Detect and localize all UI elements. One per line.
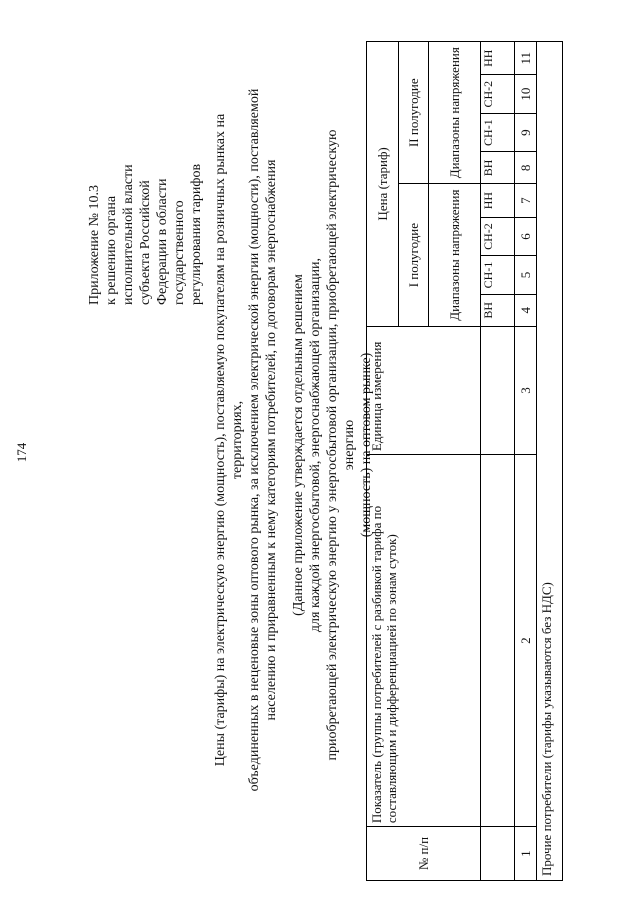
section-row-other-consumers: Прочие потребители (тарифы указываются без НДС)	[537, 42, 563, 881]
appendix-line: Федерации в области	[155, 178, 170, 305]
header-half2: II полугодие	[399, 42, 429, 184]
appendix-line: Приложение № 10.3	[87, 185, 102, 305]
page-number: 174	[14, 442, 29, 463]
column-number: 1	[515, 827, 537, 881]
column-number: 4	[515, 294, 537, 326]
title-line: объединенных в неценовые зоны оптового рынка, за исключением электрической энергии (мощности), поставляемой	[247, 88, 262, 792]
column-number: 3	[515, 326, 537, 454]
column-number: 11	[515, 42, 537, 75]
column-number: 6	[515, 217, 537, 255]
voltage-sn2: СН-2	[481, 217, 515, 255]
voltage-sn1: СН-1	[481, 256, 515, 294]
document-note	[290, 125, 375, 765]
column-number: 10	[515, 75, 537, 113]
column-number: 5	[515, 256, 537, 294]
title-line: Цены (тарифы) на электрическую энергию (мощность), поставляемую покупателям на розничных рынках на территориях,	[213, 113, 245, 767]
note-line: (мощность) на оптовом рынке)	[359, 352, 374, 538]
appendix-line: государственного	[172, 200, 187, 305]
column-number: 8	[515, 152, 537, 184]
empty-cell	[481, 326, 515, 454]
header-voltage-ranges-half1: Диапазоны напряжения	[429, 184, 481, 326]
voltage-nn: НН	[481, 184, 515, 217]
appendix-line: субъекта Российской	[138, 180, 153, 305]
column-number: 7	[515, 184, 537, 217]
note-line: приобретающей электрическую энергию у энергосбытовой организации, приобретающей электрическую энергию	[325, 129, 357, 761]
voltage-sn1: СН-1	[481, 113, 515, 151]
appendix-line: исполнительной власти	[121, 164, 136, 305]
voltage-sn2: СН-2	[481, 75, 515, 113]
header-num: № п/п	[367, 827, 481, 881]
header-indicator: Показатель (группы потребителей с разбивкой тарифа по составляющим и дифференциацией по зонам суток)	[367, 455, 481, 827]
note-line: для каждой энергосбытовой, энергоснабжающей организации,	[308, 257, 323, 633]
header-voltage-ranges-half2: Диапазоны напряжения	[429, 42, 481, 184]
appendix-header	[86, 115, 205, 305]
header-half1: I полугодие	[399, 184, 429, 326]
appendix-line: регулирования тарифов	[189, 163, 204, 305]
empty-cell	[481, 827, 515, 881]
header-price: Цена (тариф)	[367, 42, 399, 327]
appendix-line: к решению органа	[104, 195, 119, 305]
column-number: 2	[515, 455, 537, 827]
header-unit: Единица измерения	[367, 326, 481, 454]
voltage-nn: НН	[481, 42, 515, 75]
note-line: (Данное приложение утверждается отдельным решением	[291, 274, 306, 616]
empty-cell	[481, 455, 515, 827]
column-number: 9	[515, 113, 537, 151]
title-line: населению и приравненным к нему категориям потребителей, по договорам энергоснабжения	[264, 159, 279, 721]
document-title	[212, 80, 280, 800]
voltage-vn: ВН	[481, 294, 515, 326]
voltage-vn: ВН	[481, 152, 515, 184]
tariff-table	[366, 41, 563, 881]
